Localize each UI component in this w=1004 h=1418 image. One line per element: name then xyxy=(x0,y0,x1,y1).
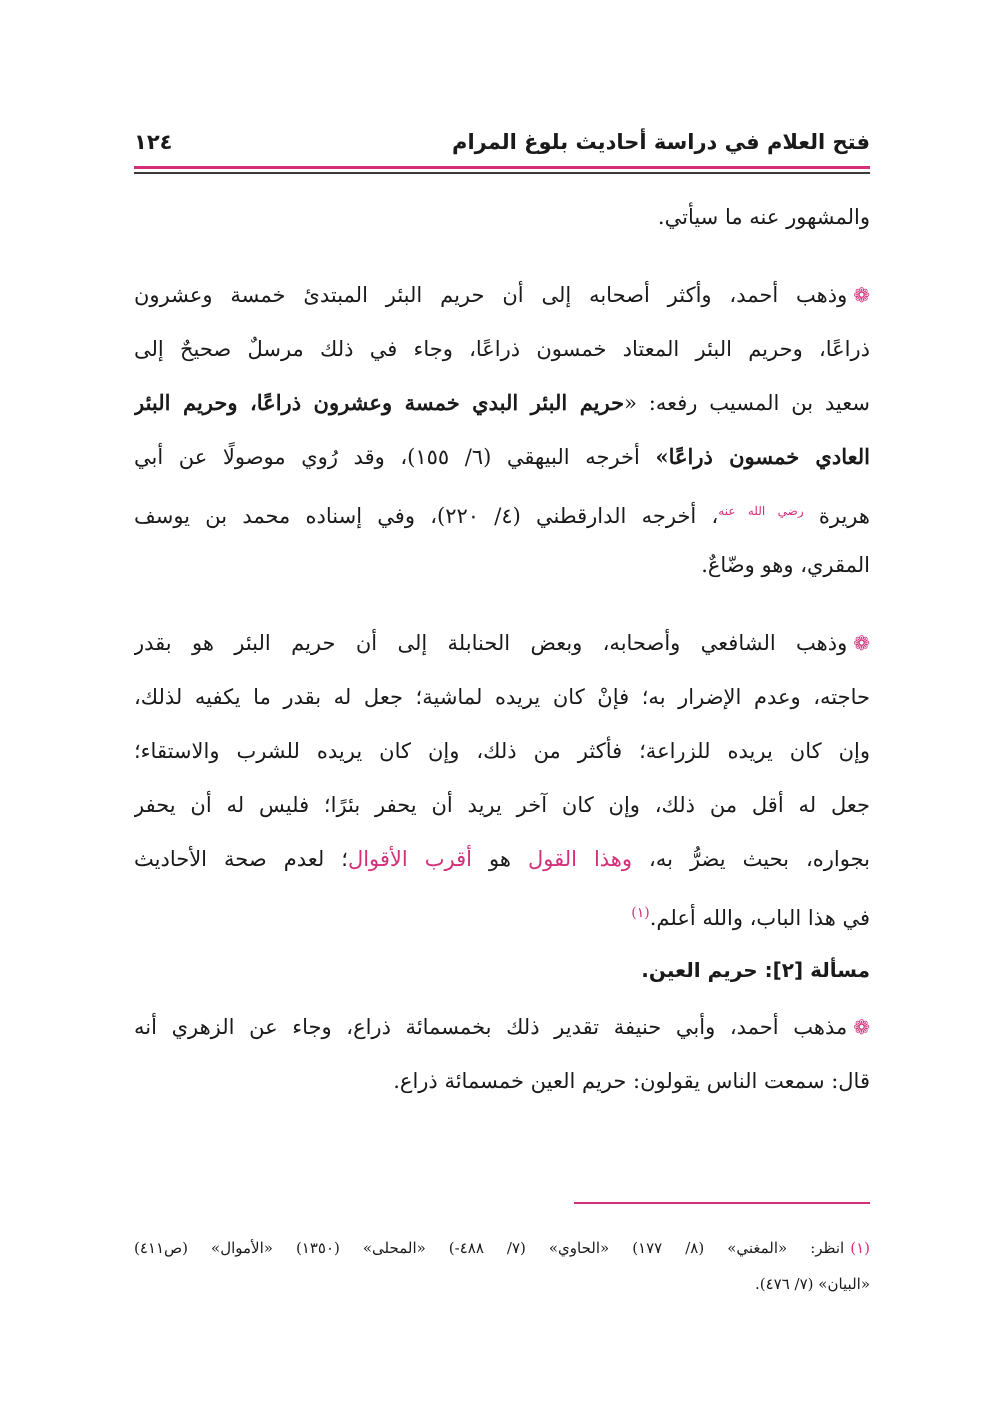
text-line xyxy=(134,268,870,322)
text-line xyxy=(134,1054,870,1108)
flower-ornament-icon: ❁ xyxy=(853,1015,870,1039)
hadith-quote: حريم البئر البدي خمسة وعشرون ذراعًا، وحريم البئر xyxy=(134,390,625,415)
paragraph-gap xyxy=(134,592,870,616)
header-rule-dark xyxy=(134,172,870,174)
footnote-reference[interactable]: (١) xyxy=(631,905,650,921)
page-body xyxy=(134,190,870,1108)
flower-ornament-icon: ❁ xyxy=(853,631,870,655)
text-line xyxy=(134,1000,870,1054)
text-line xyxy=(134,670,870,724)
text-line xyxy=(134,886,870,940)
issue-heading xyxy=(134,940,870,1000)
hadith-quote: العادي خمسون ذراعًا» xyxy=(655,444,870,469)
highlighted-phrase: وهذا القول xyxy=(527,847,633,871)
text-line xyxy=(134,430,870,484)
highlighted-phrase: أقرب الأقوال xyxy=(347,847,472,871)
text-span: بجواره، بحيث يضرُّ به، xyxy=(632,847,870,871)
honorific-glyph: رضي الله عنه xyxy=(718,504,804,518)
text-line xyxy=(134,484,870,538)
text-span: هو xyxy=(472,847,528,871)
text-line xyxy=(134,538,870,592)
text-span: ذراعًا، وحريم البئر المعتاد خمسون ذراعًا، وجاء في ذلك مرسلٌ صحيحٌ إلى xyxy=(134,337,870,361)
text-line xyxy=(134,724,870,778)
issue-label: مسألة [٢]: xyxy=(764,958,870,982)
text-span: ، أخرجه الدارقطني (٤/ ٢٢٠)، وفي إسناده محمد بن يوسف xyxy=(134,504,719,528)
text-line xyxy=(134,778,870,832)
header-rule-accent xyxy=(134,166,870,169)
text-span: ؛ لعدم صحة الأحاديث xyxy=(134,847,348,871)
footnote-line xyxy=(134,1266,870,1302)
text-span: أخرجه البيهقي (٦/ ١٥٥)، وقد رُوي موصولًا عن أبي xyxy=(134,445,656,469)
text-span: هريرة xyxy=(803,504,870,528)
text-span: وإن كان يريده للزراعة؛ فأكثر من ذلك، وإن كان يريده للشرب والاستقاء؛ xyxy=(134,739,870,763)
footnote-line xyxy=(134,1230,870,1266)
text-line xyxy=(134,616,870,670)
paragraph-gap xyxy=(134,244,870,268)
footnote-separator xyxy=(574,1202,870,1204)
text-span: جعل له أقل من ذلك، وإن كان آخر يريد أن يحفر بئرًا؛ فليس له أن يحفر xyxy=(134,793,870,817)
text-line xyxy=(134,322,870,376)
page-header xyxy=(134,124,870,164)
footnote-number: (١) xyxy=(850,1239,870,1257)
text-line xyxy=(134,832,870,886)
text-span: مذهب أحمد، وأبي حنيفة تقدير ذلك بخمسمائة ذراع، وجاء عن الزهري أنه xyxy=(134,1015,848,1039)
text-span: سعيد بن المسيب رفعه: « xyxy=(624,391,870,415)
footnote-text: «البيان» (٧/ ٤٧٦). xyxy=(754,1275,870,1293)
footnotes xyxy=(134,1230,870,1302)
book-title: فتح العلام في دراسة أحاديث بلوغ المرام xyxy=(452,130,870,154)
text-span: وذهب الشافعي وأصحابه، وبعض الحنابلة إلى أن حريم البئر هو بقدر xyxy=(134,631,848,655)
flower-ornament-icon: ❁ xyxy=(853,283,870,307)
text-span: حاجته، وعدم الإضرار به؛ فإنْ كان يريده لماشية؛ جعل له بقدر ما يكفيه لذلك، xyxy=(134,685,870,709)
text-span: قال: سمعت الناس يقولون: حريم العين خمسمائة ذراع. xyxy=(393,1069,870,1093)
footnote-text: انظر: «المغني» (٨/ ١٧٧) «الحاوي» (٧/ ٤٨٨-) «المحلى» (١٣٥٠) «الأموال» (ص٤١١) xyxy=(134,1239,845,1257)
page-number: ١٢٤ xyxy=(134,130,173,154)
text-span: وذهب أحمد، وأكثر أصحابه إلى أن حريم البئر المبتدئ خمسة وعشرون xyxy=(134,283,848,307)
text-line xyxy=(134,190,870,244)
text-span: في هذا الباب، والله أعلم. xyxy=(649,906,870,930)
text-line xyxy=(134,376,870,430)
text-span: والمشهور عنه ما سيأتي. xyxy=(657,205,870,229)
issue-title: حريم العين. xyxy=(641,958,765,982)
text-span: المقري، وهو وضّاعٌ. xyxy=(701,553,870,577)
